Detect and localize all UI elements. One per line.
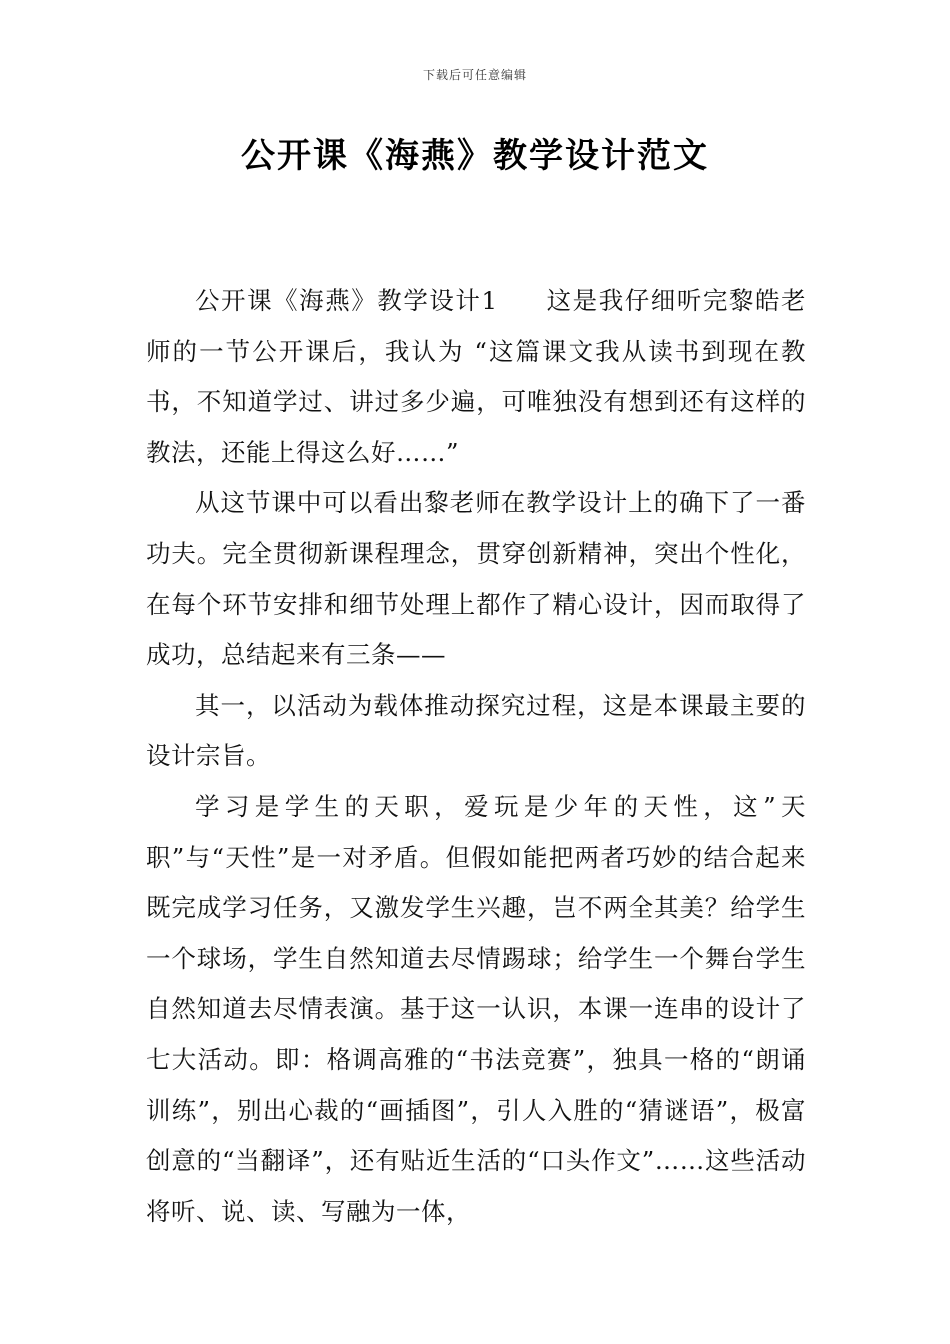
header-note: 下载后可任意编辑: [422, 68, 527, 82]
paragraph-1: [146, 276, 806, 478]
paragraph-4: 学习是学生的天职，爱玩是少年的天性，这”天职”与“天性”是一对矛盾。但假如能把两者巧妙的结合起来既完成学习任务，又激发学生兴趣，岂不两全其美？给学生一个球场，学生自然知道去尽情踢球；给学生一个舞台学生自然知道去尽情表演。基于这一认识，本课一连串的设计了七大活动。即：格调高雅的“书法竞赛”，独具一格的“朗诵训练”，别出心裁的“画插图”，引人入胜的“猜谜语”，极富创意的“当翻译”，还有贴近生活的“口头作文”……这些活动将听、说、读、写融为一体，: [146, 791, 806, 1226]
document-title: 公开课《海燕》教学设计范文: [241, 136, 709, 176]
document-body: [146, 276, 806, 1237]
paragraph-1-text: 这是我仔细听完黎皓老师的一节公开课后，我认为 “这篇课文我从读书到现在教书，不知道学过、讲过多少遍，可唯独没有想到还有这样的教法，还能上得这么好……”: [146, 286, 806, 467]
paragraph-3: 其一，以活动为载体推动探究过程，这是本课最主要的设计宗旨。: [146, 690, 806, 771]
paragraph-2: 从这节课中可以看出黎老师在教学设计上的确下了一番功夫。完全贯彻新课程理念，贯穿创新精神，突出个性化，在每个环节安排和细节处理上都作了精心设计，因而取得了成功，总结起来有三条——: [146, 488, 806, 670]
paragraph-1-heading: 公开课《海燕》教学设计1: [195, 286, 498, 315]
